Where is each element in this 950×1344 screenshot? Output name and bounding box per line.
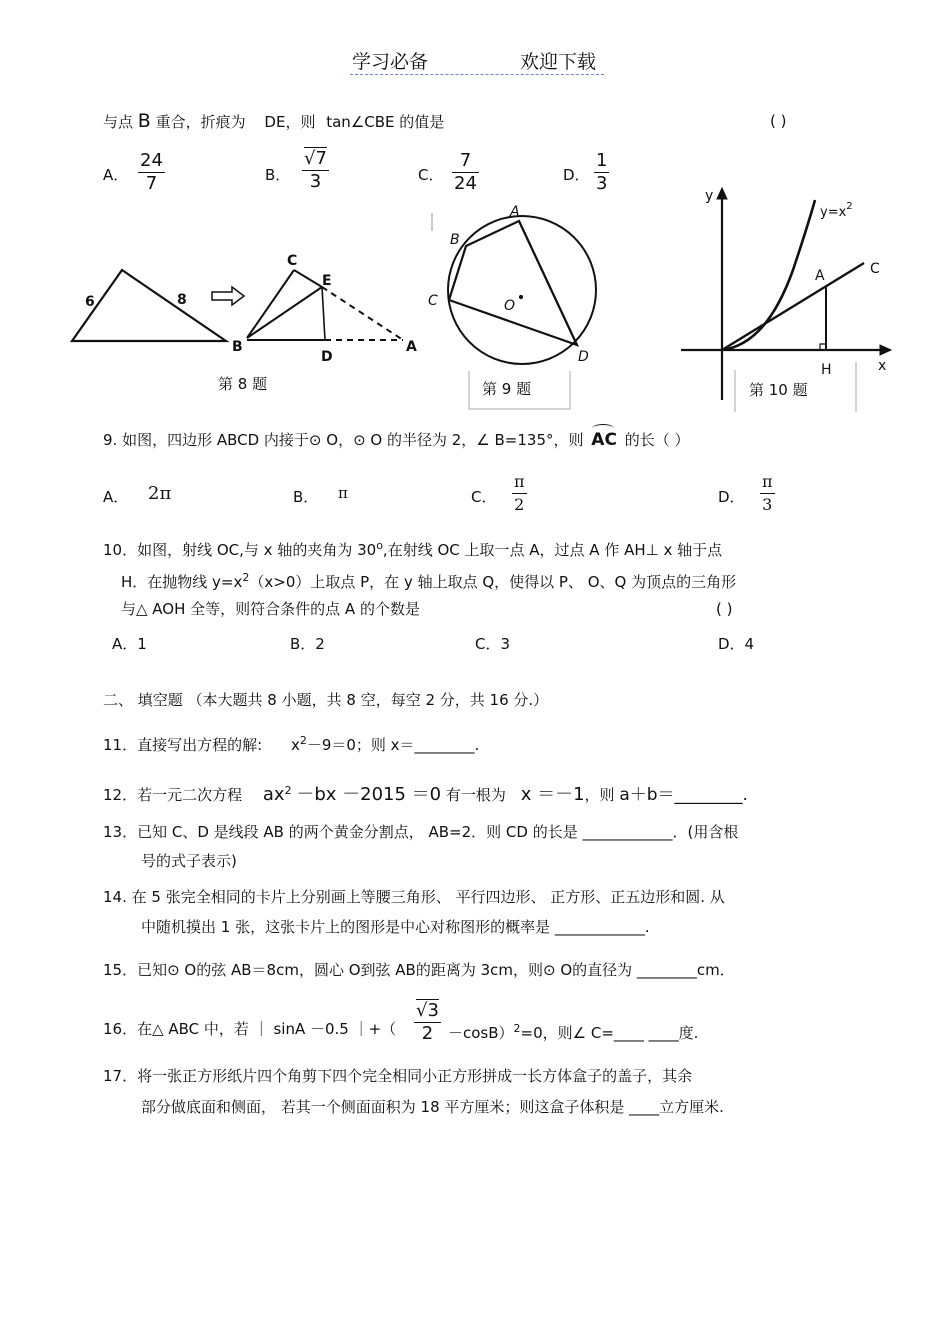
- q8-opt-b-den: 3: [302, 170, 329, 193]
- fig8-side-8: 8: [177, 292, 187, 308]
- fig10-caption: 第 10 题: [749, 381, 808, 399]
- fig10-ray-oc: [722, 263, 864, 350]
- q8-stem-e: tan∠CBE 的值是: [326, 113, 445, 131]
- q8-opt-d-den: 3: [596, 173, 608, 194]
- q9-opt-d-den: 3: [760, 493, 775, 516]
- q17-line2: 部分做底面和侧面， 若其一个侧面面积为 18 平方厘米；则这盒子体积是 ____立方厘米.: [141, 1098, 724, 1116]
- q9-opt-c-frac: [512, 471, 527, 516]
- q11-b: x: [290, 736, 300, 754]
- fig9-center-dot: [519, 295, 522, 298]
- q10-line3: 与△ AOH 全等，则符合条件的点 A 的个数是: [121, 600, 420, 618]
- q11-c: －9＝0；则 x＝________.: [306, 736, 480, 754]
- q9-opt-b-text: π: [338, 484, 348, 502]
- q10-paren: ( ): [716, 600, 733, 618]
- q8-paren: ( ): [770, 112, 787, 130]
- fig10-parabola: [722, 200, 815, 350]
- q16-sup: 2: [513, 1022, 521, 1035]
- fig9-caption: 第 9 题: [482, 380, 532, 398]
- q10-opt-a: A．1: [112, 635, 147, 653]
- figures-svg: [0, 0, 950, 430]
- fig8-arrow: [212, 287, 244, 305]
- q9-opt-d-num: π: [762, 472, 773, 491]
- fig8-label-a: A: [406, 339, 417, 355]
- q16-b: －cosB）: [448, 1024, 514, 1042]
- q16-frac: [414, 1000, 441, 1045]
- q9-arc: [591, 430, 617, 450]
- fig8-line-bc: [247, 270, 294, 338]
- fig10-curve-label-base: y=x: [820, 205, 847, 220]
- q13-line1: 13．已知 C、D 是线段 AB 的两个黄金分割点， AB=2．则 CD 的长是 ____________．(用含根: [103, 823, 739, 841]
- fig9-line-ad: [519, 221, 577, 345]
- header-right: 欢迎下载: [520, 51, 597, 73]
- q10-line1b: ,在射线 OC 上取一点 A，过点 A 作 AH⊥ x 轴于点: [382, 541, 723, 559]
- q8-opt-c-den: 24: [454, 173, 477, 194]
- q9-opt-c-num: π: [514, 472, 525, 491]
- fig8-caption: 第 8 题: [218, 375, 268, 393]
- q10-line1a: 10．如图，射线 OC,与 x 轴的夹角为 30: [103, 541, 377, 559]
- q12-eq: ax: [262, 784, 285, 805]
- q16-den: 2: [414, 1022, 441, 1045]
- q12-a: 12．若一元二次方程: [103, 786, 243, 804]
- fig9: [428, 204, 596, 409]
- q9-stem: [103, 430, 689, 450]
- fig8-line-be: [247, 287, 322, 338]
- fig8-label-b: B: [232, 339, 243, 355]
- fig8-line-ce: [294, 270, 322, 287]
- q9-opt-c-den: 2: [512, 493, 527, 516]
- fig9-label-d: D: [578, 349, 589, 365]
- q8-opt-d-num: 1: [596, 150, 608, 171]
- q10-line1: [103, 536, 722, 560]
- q14-line1: 14. 在 5 张完全相同的卡片上分别画上等腰三角形、 平行四边形、 正方形、正五边形和圆. 从: [103, 888, 725, 906]
- q16-c: =0，则∠ C=____ ____度.: [520, 1024, 699, 1042]
- q8-opt-a-num: 24: [140, 150, 163, 171]
- q12-sup: 2: [284, 784, 292, 797]
- section-2-title: 二、 填空题 （本大题共 8 小题，共 8 空，每空 2 分，共 16 分.）: [103, 691, 549, 709]
- q9-opt-d-label: D．: [718, 488, 745, 506]
- fig10-label-x: x: [878, 358, 887, 374]
- q9-arc-mark: [592, 424, 614, 433]
- fig10-x-arrow: [880, 345, 891, 355]
- q12-eq2: －bx －2015 ＝0: [296, 784, 442, 805]
- fig9-circle: [448, 216, 596, 364]
- q12-ab: a＋b＝________.: [619, 785, 748, 805]
- q10-line2b: （x>0）上取点 P，在 y 轴上取点 Q，使得以 P、 O、Q 为顶点的三角形: [249, 573, 737, 591]
- fig10-label-y: y: [705, 188, 714, 204]
- q8-opt-a-den: 7: [138, 172, 165, 195]
- q12: [103, 781, 748, 805]
- q13-line2: 号的式子表示): [141, 852, 237, 870]
- fig9-label-a: A: [510, 204, 520, 220]
- fig10-curve-label: [820, 201, 853, 220]
- q9-tail: 的长（ ）: [624, 431, 690, 449]
- fig10-label-c: C: [870, 261, 880, 277]
- q10-opt-d: D．4: [718, 635, 755, 653]
- q17-line1: 17．将一张正方形纸片四个角剪下四个完全相同小正方形拼成一长方体盒子的盖子，其余: [103, 1067, 693, 1085]
- q10-line2-sup: 2: [242, 571, 250, 584]
- q15: 15．已知⊙ O的弦 AB＝8cm，圆心 O到弦 AB的距离为 3cm，则⊙ O的直径为 ________cm．: [103, 961, 735, 979]
- q10-opt-c: C．3: [475, 635, 511, 653]
- q8-stem-c: 重合，折痕为: [155, 113, 246, 131]
- q12-b: 有一根为: [445, 786, 506, 804]
- q8-opt-d-label: D．: [563, 166, 590, 184]
- q9-opt-a-text: 2π: [148, 483, 172, 504]
- fig10-label-a: A: [815, 268, 825, 284]
- fig8-dash-ea: [322, 287, 403, 340]
- q12-root: x ＝－1: [520, 784, 585, 805]
- fig8-line-ed: [322, 287, 325, 340]
- fig8-label-c: C: [287, 253, 298, 269]
- fig9-label-c: C: [428, 293, 438, 309]
- q11-sup: 2: [299, 734, 307, 747]
- fig10-label-h: H: [821, 362, 832, 378]
- fig9-label-o: O: [504, 298, 516, 314]
- fig8-triangle-left: [72, 270, 226, 341]
- q9-opt-b-label: B．: [293, 488, 319, 506]
- q8-stem-d: DE，则: [264, 113, 316, 131]
- q12-c: ，则: [584, 786, 615, 804]
- fig10-curve-label-exp: 2: [846, 201, 853, 212]
- q8-opt-a-label: A．: [103, 166, 129, 184]
- q11-a: 11．直接写出方程的解:: [103, 736, 263, 754]
- q16-rest: [448, 1019, 698, 1043]
- q8-stem-a: 与点: [103, 113, 134, 131]
- fig8: [72, 253, 417, 393]
- q8-opt-c-label: C．: [418, 166, 444, 184]
- q8-opt-b-label: B．: [265, 166, 291, 184]
- q16-a: 16．在△ ABC 中，若 ｜ sinA －0.5 ｜+（: [103, 1020, 397, 1038]
- q9-arc-text: AC: [591, 430, 617, 450]
- fig8-label-e: E: [322, 273, 332, 289]
- q10-opt-b: B．2: [290, 635, 325, 653]
- q14-line2: 中随机摸出 1 张，这张卡片上的图形是中心对称图形的概率是 ____________.: [141, 918, 650, 936]
- q8-opt-c-num: 7: [459, 150, 472, 171]
- q8-opt-b-num: √7: [304, 148, 327, 169]
- fig9-label-b: B: [450, 232, 460, 248]
- q11: [103, 731, 479, 755]
- header-left: 学习必备: [352, 51, 429, 73]
- q9-opt-d-frac: [760, 471, 775, 516]
- q8-stem-b: B: [137, 110, 151, 132]
- q10-line2: [121, 568, 736, 592]
- fig10-y-arrow: [717, 188, 727, 199]
- q10-line2a: H．在抛物线 y=x: [121, 573, 243, 591]
- fig10: [681, 188, 891, 412]
- q9-opt-c-label: C．: [471, 488, 497, 506]
- fig8-side-6: 6: [85, 294, 95, 310]
- q9-stem-text: 9. 如图，四边形 ABCD 内接于⊙ O，⊙ O 的半径为 2，∠ B=135°，则: [103, 431, 584, 449]
- q16-num: √3: [416, 1000, 439, 1021]
- q10-line1-sup: o: [376, 539, 383, 552]
- fig8-label-d: D: [321, 349, 333, 365]
- q9-opt-a-label: A．: [103, 488, 129, 506]
